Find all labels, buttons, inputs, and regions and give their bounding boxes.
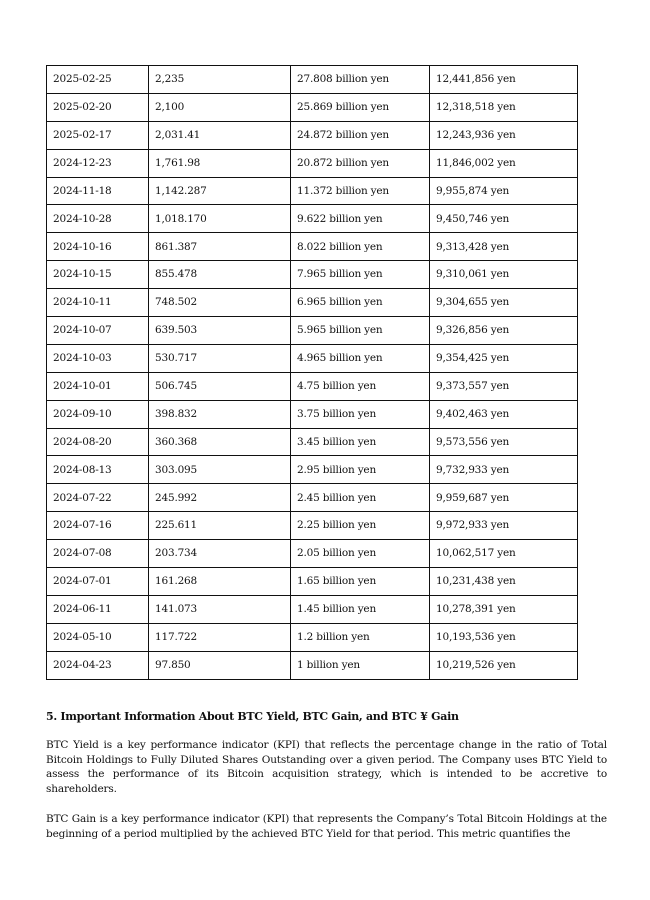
total-cost-cell: 2.95 billion yen bbox=[291, 456, 430, 484]
avg-price-cell: 9,304,655 yen bbox=[430, 289, 578, 317]
total-cost-cell: 1.45 billion yen bbox=[291, 595, 430, 623]
total-cost-cell: 9.622 billion yen bbox=[291, 205, 430, 233]
btc-holdings-cell: 748.502 bbox=[149, 289, 291, 317]
total-cost-cell: 6.965 billion yen bbox=[291, 289, 430, 317]
table-row bbox=[47, 484, 578, 512]
table-row bbox=[47, 623, 578, 651]
total-cost-cell: 1.2 billion yen bbox=[291, 623, 430, 651]
total-cost-cell: 11.372 billion yen bbox=[291, 177, 430, 205]
date-cell: 2025-02-17 bbox=[47, 121, 149, 149]
btc-holdings-cell: 2,031.41 bbox=[149, 121, 291, 149]
btc-holdings-cell: 1,142.287 bbox=[149, 177, 291, 205]
table-row bbox=[47, 289, 578, 317]
btc-holdings-cell: 360.368 bbox=[149, 428, 291, 456]
date-cell: 2024-07-22 bbox=[47, 484, 149, 512]
total-cost-cell: 20.872 billion yen bbox=[291, 149, 430, 177]
total-cost-cell: 27.808 billion yen bbox=[291, 66, 430, 94]
btc-holdings-cell: 530.717 bbox=[149, 344, 291, 372]
table-row bbox=[47, 456, 578, 484]
avg-price-cell: 9,373,557 yen bbox=[430, 372, 578, 400]
total-cost-cell: 3.45 billion yen bbox=[291, 428, 430, 456]
table-row bbox=[47, 205, 578, 233]
btc-holdings-cell: 117.722 bbox=[149, 623, 291, 651]
avg-price-cell: 11,846,002 yen bbox=[430, 149, 578, 177]
total-cost-cell: 4.75 billion yen bbox=[291, 372, 430, 400]
btc-holdings-cell: 506.745 bbox=[149, 372, 291, 400]
btc-yield-paragraph: BTC Yield is a key performance indicator (KPI) that reflects the percentage change in the ratio of Total Bitcoin Holdings to Fully Diluted Shares Outstanding over a given period. The Company uses BTC Yield to assess the performance of its Bitcoin acquisition strategy, which is intended to be accretive to shareholders. bbox=[46, 739, 607, 795]
avg-price-cell: 10,193,536 yen bbox=[430, 623, 578, 651]
table-row bbox=[47, 233, 578, 261]
btc-holdings-cell: 303.095 bbox=[149, 456, 291, 484]
btc-holdings-table bbox=[46, 65, 578, 680]
total-cost-cell: 25.869 billion yen bbox=[291, 93, 430, 121]
date-cell: 2024-10-11 bbox=[47, 289, 149, 317]
avg-price-cell: 10,231,438 yen bbox=[430, 568, 578, 596]
total-cost-cell: 4.965 billion yen bbox=[291, 344, 430, 372]
table-row bbox=[47, 512, 578, 540]
table-row bbox=[47, 149, 578, 177]
table-row bbox=[47, 540, 578, 568]
avg-price-cell: 9,955,874 yen bbox=[430, 177, 578, 205]
avg-price-cell: 9,326,856 yen bbox=[430, 317, 578, 345]
total-cost-cell: 1.65 billion yen bbox=[291, 568, 430, 596]
date-cell: 2024-07-16 bbox=[47, 512, 149, 540]
date-cell: 2024-10-07 bbox=[47, 317, 149, 345]
total-cost-cell: 5.965 billion yen bbox=[291, 317, 430, 345]
table-row bbox=[47, 261, 578, 289]
btc-holdings-cell: 97.850 bbox=[149, 651, 291, 679]
total-cost-cell: 2.45 billion yen bbox=[291, 484, 430, 512]
btc-holdings-cell: 161.268 bbox=[149, 568, 291, 596]
date-cell: 2024-11-18 bbox=[47, 177, 149, 205]
btc-holdings-cell: 245.992 bbox=[149, 484, 291, 512]
date-cell: 2024-10-15 bbox=[47, 261, 149, 289]
avg-price-cell: 10,219,526 yen bbox=[430, 651, 578, 679]
btc-holdings-cell: 1,761.98 bbox=[149, 149, 291, 177]
date-cell: 2024-08-20 bbox=[47, 428, 149, 456]
btc-holdings-cell: 855.478 bbox=[149, 261, 291, 289]
total-cost-cell: 1 billion yen bbox=[291, 651, 430, 679]
total-cost-cell: 8.022 billion yen bbox=[291, 233, 430, 261]
btc-holdings-cell: 1,018.170 bbox=[149, 205, 291, 233]
btc-yield-section bbox=[46, 710, 607, 857]
table-row bbox=[47, 428, 578, 456]
btc-holdings-cell: 639.503 bbox=[149, 317, 291, 345]
btc-holdings-cell: 225.611 bbox=[149, 512, 291, 540]
avg-price-cell: 12,243,936 yen bbox=[430, 121, 578, 149]
table-row bbox=[47, 344, 578, 372]
avg-price-cell: 12,318,518 yen bbox=[430, 93, 578, 121]
date-cell: 2024-05-10 bbox=[47, 623, 149, 651]
btc-holdings-cell: 2,235 bbox=[149, 66, 291, 94]
btc-holdings-cell: 398.832 bbox=[149, 400, 291, 428]
date-cell: 2024-10-28 bbox=[47, 205, 149, 233]
date-cell: 2024-10-16 bbox=[47, 233, 149, 261]
avg-price-cell: 10,278,391 yen bbox=[430, 595, 578, 623]
date-cell: 2024-07-01 bbox=[47, 568, 149, 596]
avg-price-cell: 9,732,933 yen bbox=[430, 456, 578, 484]
avg-price-cell: 10,062,517 yen bbox=[430, 540, 578, 568]
table-row bbox=[47, 177, 578, 205]
date-cell: 2024-06-11 bbox=[47, 595, 149, 623]
btc-holdings-cell: 2,100 bbox=[149, 93, 291, 121]
date-cell: 2024-10-03 bbox=[47, 344, 149, 372]
avg-price-cell: 9,972,933 yen bbox=[430, 512, 578, 540]
table-row bbox=[47, 121, 578, 149]
table-row bbox=[47, 66, 578, 94]
total-cost-cell: 2.25 billion yen bbox=[291, 512, 430, 540]
date-cell: 2024-09-10 bbox=[47, 400, 149, 428]
date-cell: 2024-10-01 bbox=[47, 372, 149, 400]
avg-price-cell: 9,573,556 yen bbox=[430, 428, 578, 456]
date-cell: 2025-02-25 bbox=[47, 66, 149, 94]
table-row bbox=[47, 93, 578, 121]
date-cell: 2024-04-23 bbox=[47, 651, 149, 679]
table-row bbox=[47, 372, 578, 400]
avg-price-cell: 9,959,687 yen bbox=[430, 484, 578, 512]
avg-price-cell: 9,313,428 yen bbox=[430, 233, 578, 261]
table-body bbox=[47, 66, 578, 680]
avg-price-cell: 9,310,061 yen bbox=[430, 261, 578, 289]
table-row bbox=[47, 400, 578, 428]
date-cell: 2025-02-20 bbox=[47, 93, 149, 121]
total-cost-cell: 24.872 billion yen bbox=[291, 121, 430, 149]
avg-price-cell: 9,354,425 yen bbox=[430, 344, 578, 372]
table-row bbox=[47, 317, 578, 345]
btc-holdings-cell: 861.387 bbox=[149, 233, 291, 261]
avg-price-cell: 9,450,746 yen bbox=[430, 205, 578, 233]
table-row bbox=[47, 595, 578, 623]
date-cell: 2024-12-23 bbox=[47, 149, 149, 177]
btc-gain-paragraph: BTC Gain is a key performance indicator (KPI) that represents the Company’s Total Bitcoin Holdings at the beginning of a period multiplied by the achieved BTC Yield for that period. This metric quantifies the bbox=[46, 813, 607, 840]
avg-price-cell: 9,402,463 yen bbox=[430, 400, 578, 428]
section-heading: 5. Important Information About BTC Yield, BTC Gain, and BTC ¥ Gain bbox=[46, 710, 459, 723]
date-cell: 2024-08-13 bbox=[47, 456, 149, 484]
table-row bbox=[47, 568, 578, 596]
btc-holdings-cell: 141.073 bbox=[149, 595, 291, 623]
avg-price-cell: 12,441,856 yen bbox=[430, 66, 578, 94]
btc-holdings-cell: 203.734 bbox=[149, 540, 291, 568]
total-cost-cell: 3.75 billion yen bbox=[291, 400, 430, 428]
total-cost-cell: 2.05 billion yen bbox=[291, 540, 430, 568]
table-row bbox=[47, 651, 578, 679]
total-cost-cell: 7.965 billion yen bbox=[291, 261, 430, 289]
date-cell: 2024-07-08 bbox=[47, 540, 149, 568]
